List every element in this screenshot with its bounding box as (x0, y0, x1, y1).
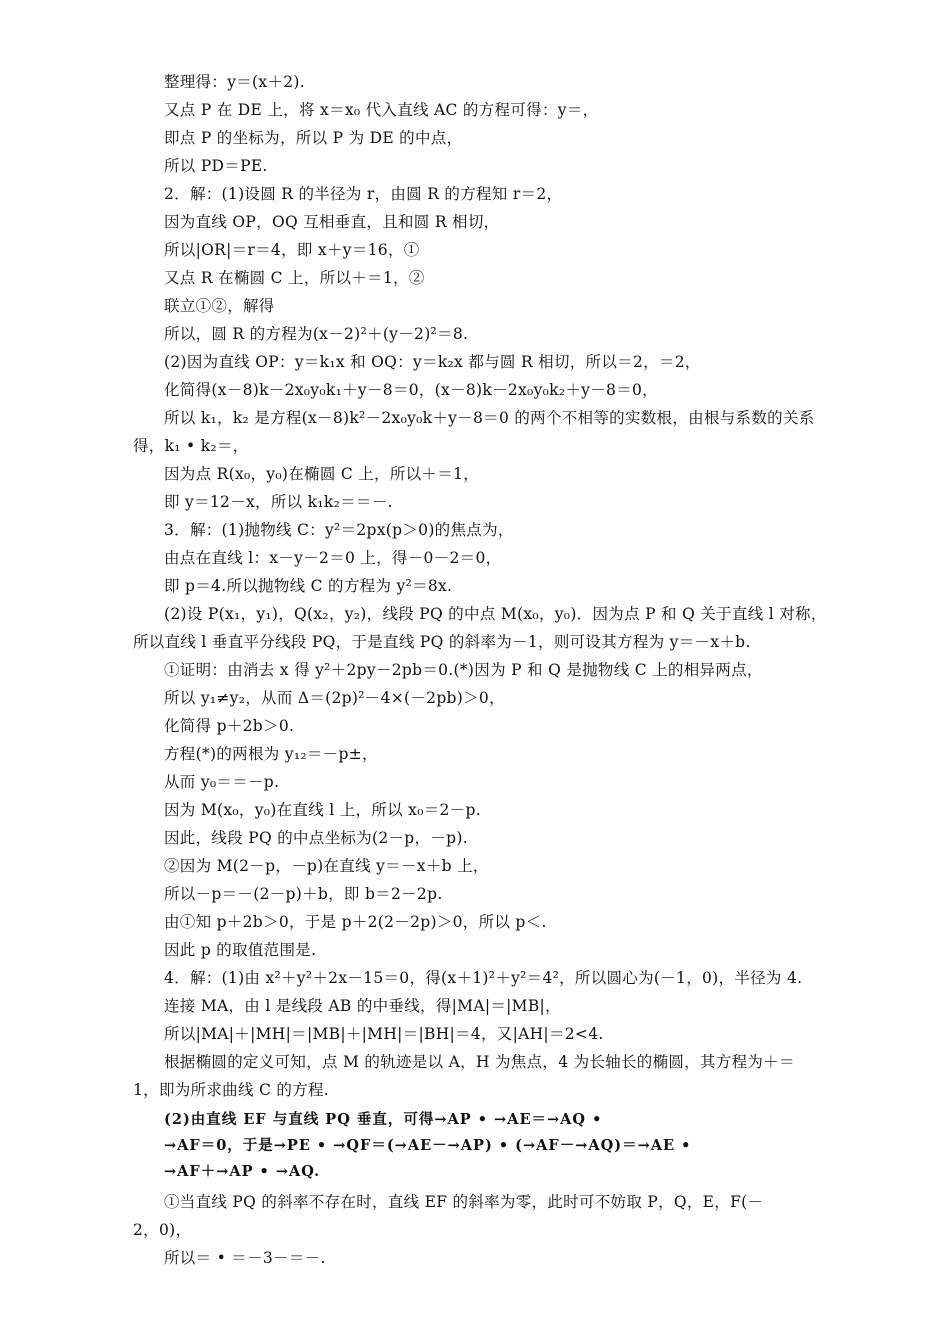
text-line: (2)设 P(x₁，y₁)，Q(x₂，y₂)，线段 PQ 的中点 M(x₀，y₀)．因为点 P 和 Q 关于直线 l 对称， (164, 605, 827, 623)
text-line: →AF＋→AP • →AQ. (164, 1163, 321, 1180)
text-line: 即 y＝12－x，所以 k₁k₂＝＝－. (164, 493, 393, 511)
text-line: 所以＝ • ＝－3－＝－. (164, 1249, 326, 1267)
text-line: 4．解：(1)由 x²＋y²＋2x－15＝0，得(x＋1)²＋y²＝4²，所以圆心为(－1，0)，半径为 4. (164, 969, 803, 987)
text-line: 因为点 R(x₀，y₀)在椭圆 C 上，所以＋＝1， (164, 465, 479, 483)
text-line: 又点 R 在椭圆 C 上，所以＋＝1，② (164, 269, 425, 287)
text-line: ①证明：由消去 x 得 y²＋2py－2pb＝0.(*)因为 P 和 Q 是抛物线 C 上的相异两点， (164, 661, 763, 679)
text-line: 所以，圆 R 的方程为(x－2)²＋(y－2)²＝8. (164, 325, 469, 343)
text-line: 即 p＝4.所以抛物线 C 的方程为 y²＝8x. (164, 577, 453, 595)
text-line: 从而 y₀＝＝－p. (164, 773, 280, 791)
text-line: 方程(*)的两根为 y₁₂＝－p±， (164, 745, 378, 763)
text-line: 所以 y₁≠y₂，从而 Δ＝(2p)²－4×(－2pb)＞0， (164, 689, 505, 707)
text-line: 因为直线 OP，OQ 互相垂直，且和圆 R 相切， (164, 213, 500, 231)
text-line: 因此，线段 PQ 的中点坐标为(2－p，－p). (164, 829, 468, 847)
text-line: 所以－p＝－(2－p)＋b，即 b＝2－2p. (164, 885, 443, 903)
text-line: 化简得(x－8)k－2x₀y₀k₁＋y－8＝0，(x－8)k－2x₀y₀k₂＋y－8＝0， (164, 381, 658, 399)
text-line: (2)因为直线 OP：y＝k₁x 和 OQ：y＝k₂x 都与圆 R 相切，所以＝2，＝2， (164, 353, 701, 371)
text-line: 由①知 p＋2b＞0，于是 p＋2(2－2p)＞0，所以 p＜. (164, 913, 547, 931)
text-line: 1，即为所求曲线 C 的方程. (133, 1081, 330, 1099)
text-line: 即点 P 的坐标为，所以 P 为 DE 的中点， (164, 129, 463, 147)
text-line: 联立①②，解得 (164, 297, 275, 315)
text-line: 化简得 p＋2b＞0. (164, 717, 295, 735)
text-line: 根据椭圆的定义可知，点 M 的轨迹是以 A，H 为焦点，4 为长轴长的椭圆，其方程为＋＝ (164, 1053, 795, 1071)
text-line: 3．解：(1)抛物线 C：y²＝2px(p＞0)的焦点为， (164, 521, 514, 539)
text-line: 得，k₁ • k₂＝， (133, 437, 249, 455)
text-line: 所以|MA|＋|MH|＝|MB|＋|MH|＝|BH|＝4，又|AH|＝2<4. (164, 1025, 604, 1043)
text-line: 因为 M(x₀，y₀)在直线 l 上，所以 x₀＝2－p. (164, 801, 481, 819)
text-line: 整理得：y＝(x＋2). (164, 73, 305, 91)
text-line: 所以直线 l 垂直平分线段 PQ，于是直线 PQ 的斜率为－1，则可设其方程为 y＝－x＋b. (133, 633, 751, 651)
text-line: →AF＝0，于是→PE • →QF＝(→AE－→AP) • (→AF－→AQ)＝→AE • (164, 1137, 692, 1154)
text-line: 又点 P 在 DE 上，将 x＝x₀ 代入直线 AC 的方程可得：y＝， (164, 101, 599, 119)
text-line: 因此 p 的取值范围是. (164, 941, 317, 959)
text-line: 2．解：(1)设圆 R 的半径为 r，由圆 R 的方程知 r＝2， (164, 185, 563, 203)
text-line: 所以 PD＝PE. (164, 157, 268, 175)
text-line: (2)由直线 EF 与直线 PQ 垂直，可得→AP • →AE＝→AQ • (164, 1111, 603, 1128)
text-line: 连接 MA，由 l 是线段 AB 的中垂线，得|MA|＝|MB|， (164, 997, 561, 1015)
text-line: 所以 k₁，k₂ 是方程(x－8)k²－2x₀y₀k＋y－8＝0 的两个不相等的实数根，由根与系数的关系 (164, 409, 815, 427)
text-line: ①当直线 PQ 的斜率不存在时，直线 EF 的斜率为零，此时可不妨取 P，Q，E，F(－ (164, 1193, 764, 1211)
text-line: 由点在直线 l：x－y－2＝0 上，得－0－2＝0， (164, 549, 502, 567)
text-line: ②因为 M(2－p，－p)在直线 y＝－x＋b 上， (164, 857, 489, 875)
text-line: 2，0)， (133, 1221, 192, 1239)
text-line: 所以|OR|＝r＝4，即 x＋y＝16，① (164, 241, 420, 259)
